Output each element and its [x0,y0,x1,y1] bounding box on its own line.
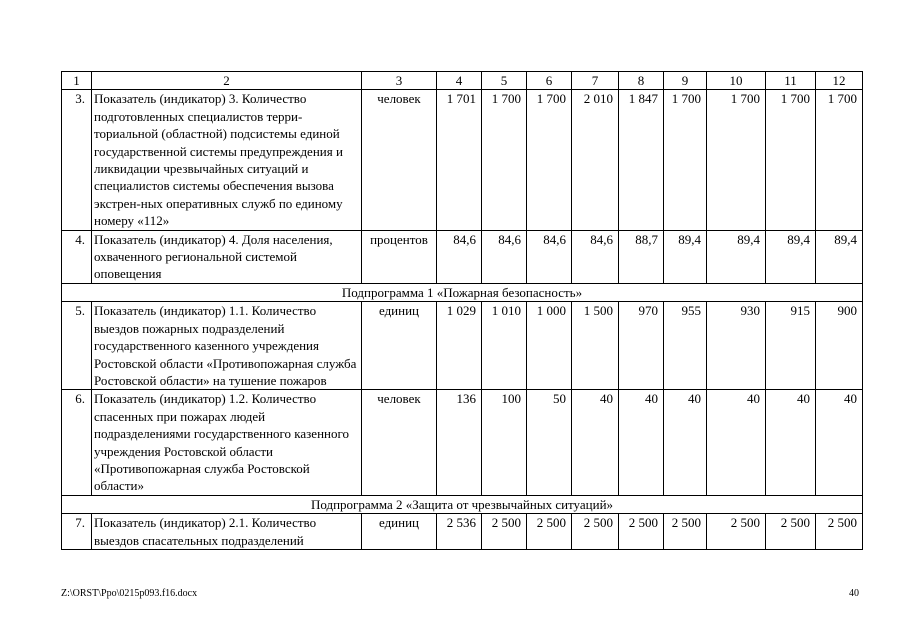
row-number: 5. [62,302,92,390]
unit-cell: человек [362,390,437,495]
value-cell: 1 847 [619,90,664,230]
value-cell: 100 [482,390,527,495]
indicator-name: Показатель (индикатор) 2.1. Количество выездов спасательных подразделений [92,514,362,550]
value-cell: 2 500 [664,514,707,550]
value-cell: 1 010 [482,302,527,390]
section-row [62,495,863,513]
value-cell: 1 000 [527,302,572,390]
column-header: 6 [527,72,572,90]
value-cell: 89,4 [766,230,816,283]
section-row [62,283,863,301]
value-cell: 50 [527,390,572,495]
indicator-name: Показатель (индикатор) 1.1. Количество выездов пожарных подразделений государственного казенного учреждения Ростовской области «Противопожарная служба Ростовской области» на тушение пожаров [92,302,362,390]
value-cell: 2 500 [482,514,527,550]
column-header: 5 [482,72,527,90]
value-cell: 1 029 [437,302,482,390]
footer-file-path: Z:\ORST\Ppo\0215p093.f16.docx [61,588,198,599]
value-cell: 40 [619,390,664,495]
value-cell: 84,6 [527,230,572,283]
indicator-name: Показатель (индикатор) 4. Доля населения, охваченного региональной системой оповещения [92,230,362,283]
value-cell: 2 536 [437,514,482,550]
indicators-table [61,71,863,550]
unit-cell: человек [362,90,437,230]
table-row [62,90,863,230]
value-cell: 1 700 [707,90,766,230]
table-row [62,390,863,495]
value-cell: 1 701 [437,90,482,230]
value-cell: 2 010 [572,90,619,230]
value-cell: 136 [437,390,482,495]
column-header: 8 [619,72,664,90]
indicator-name: Показатель (индикатор) 3. Количество подготовленных специалистов терри-ториальной (областной) подсистемы единой государственной системы предупреждения и ликвидации чрезвычайных ситуаций и специалистов системы обеспечения вызова экстрен-ных оперативных служб по единому номеру «112» [92,90,362,230]
value-cell: 1 700 [816,90,863,230]
column-header: 3 [362,72,437,90]
column-header: 11 [766,72,816,90]
value-cell: 2 500 [572,514,619,550]
value-cell: 1 700 [527,90,572,230]
value-cell: 89,4 [664,230,707,283]
header-row [62,72,863,90]
unit-cell: процентов [362,230,437,283]
section-title: Подпрограмма 1 «Пожарная безопасность» [62,283,863,301]
column-header: 12 [816,72,863,90]
table-row [62,302,863,390]
column-header: 10 [707,72,766,90]
value-cell: 40 [816,390,863,495]
indicator-name: Показатель (индикатор) 1.2. Количество спасенных при пожарах людей подразделениями государственного казенного учреждения Ростовской области «Противопожарная служба Ростовской области» [92,390,362,495]
value-cell: 2 500 [527,514,572,550]
value-cell: 955 [664,302,707,390]
value-cell: 89,4 [816,230,863,283]
value-cell: 40 [572,390,619,495]
section-title: Подпрограмма 2 «Защита от чрезвычайных ситуаций» [62,495,863,513]
value-cell: 930 [707,302,766,390]
row-number: 7. [62,514,92,550]
value-cell: 2 500 [707,514,766,550]
table-row [62,514,863,550]
value-cell: 88,7 [619,230,664,283]
value-cell: 84,6 [572,230,619,283]
value-cell: 2 500 [766,514,816,550]
value-cell: 1 700 [664,90,707,230]
value-cell: 40 [766,390,816,495]
column-header: 9 [664,72,707,90]
value-cell: 2 500 [816,514,863,550]
value-cell: 1 700 [482,90,527,230]
value-cell: 970 [619,302,664,390]
value-cell: 84,6 [482,230,527,283]
column-header: 4 [437,72,482,90]
column-header: 7 [572,72,619,90]
unit-cell: единиц [362,514,437,550]
unit-cell: единиц [362,302,437,390]
value-cell: 1 700 [766,90,816,230]
page-number: 40 [849,588,859,599]
value-cell: 40 [664,390,707,495]
value-cell: 84,6 [437,230,482,283]
value-cell: 40 [707,390,766,495]
column-header: 2 [92,72,362,90]
value-cell: 89,4 [707,230,766,283]
value-cell: 915 [766,302,816,390]
column-header: 1 [62,72,92,90]
table-row [62,230,863,283]
row-number: 4. [62,230,92,283]
row-number: 3. [62,90,92,230]
value-cell: 2 500 [619,514,664,550]
row-number: 6. [62,390,92,495]
value-cell: 1 500 [572,302,619,390]
value-cell: 900 [816,302,863,390]
